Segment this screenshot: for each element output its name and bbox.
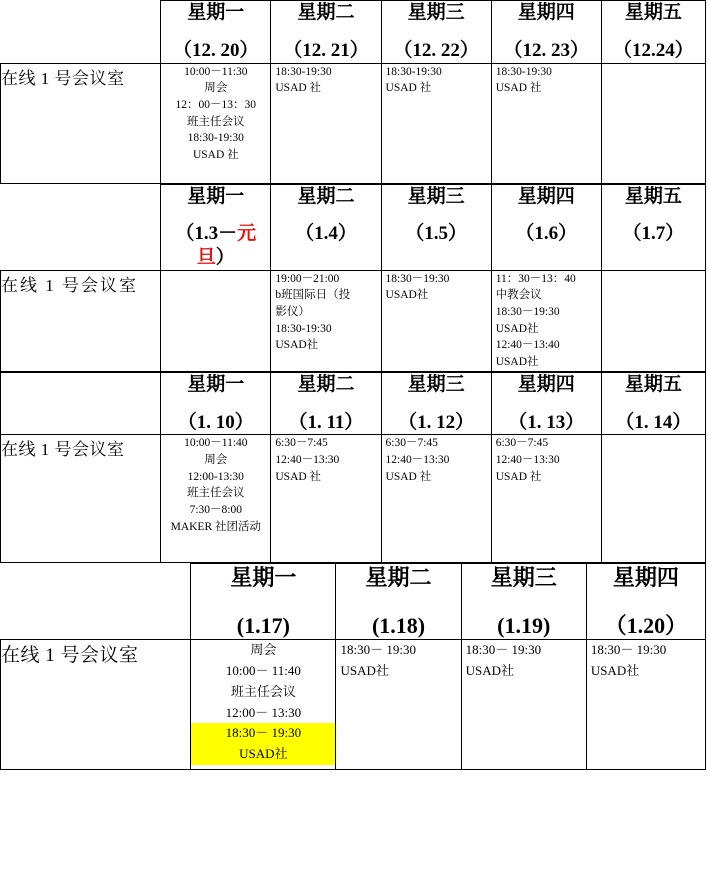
event-cell-wed: 18:30-19:30 USAD 社 [381,63,491,183]
event-cell-thu: 18:30－ 19:30 USAD社 [586,640,705,770]
event-cell-wed: 18:30－19:30 USAD社 [381,270,491,371]
room-label: 在线 1 号会议室 [1,640,191,770]
event-cell-tue: 18:30－ 19:30 USAD社 [336,640,461,770]
week-table-jan3 [0,184,706,372]
day-header-thu: 星期四 （1.6） [491,184,601,270]
event-cell-tue: 6:30－7:45 12:40－13:30 USAD 社 [271,435,381,563]
event-cell-fri [601,63,705,183]
corner-cell [1,1,161,64]
event-cell-tue: 19:00－21:00 b班国际日（投 影仪） 18:30-19:30 USAD社 [271,270,381,371]
highlighted-time: 18:30－ 19:30 [191,723,335,744]
table-row-header [1,372,706,435]
event-cell-thu: 11：30－13：40 中教会议 18:30－19:30 USAD社 12:40－13:40 USAD社 [491,270,601,371]
day-header-tue: 星期二 （1.4） [271,184,381,270]
table-row-header [1,1,706,64]
date-with-holiday: （1.3－元旦） [175,223,257,268]
day-header-thu: 星期四 （1.20） [586,564,705,640]
holiday-text: 元旦 [196,223,257,268]
day-header-mon: 星期一 （1.3－元旦） [161,184,271,270]
day-header-mon: 星期一 （1. 10） [161,372,271,435]
event-cell-thu: 6:30－7:45 12:40－13:30 USAD 社 [491,435,601,563]
event-cell-tue: 18:30-19:30 USAD 社 [271,63,381,183]
day-header-fri: 星期五 （1.7） [601,184,705,270]
corner-cell [1,564,191,640]
day-header-wed: 星期三 （1.5） [381,184,491,270]
corner-cell [1,184,161,270]
day-header-fri: 星期五 （1. 14） [601,372,705,435]
event-cell-wed: 18:30－ 19:30 USAD社 [461,640,586,770]
day-header-wed: 星期三 (1.19) [461,564,586,640]
week-table-jan17 [0,563,706,770]
day-header-tue: 星期二 （1. 11） [271,372,381,435]
corner-cell [1,372,161,435]
room-label: 在线 1 号会议室 [1,63,161,183]
day-header-fri: 星期五 （12.24） [601,1,705,64]
week-table-jan10 [0,372,706,564]
table-row-room [1,640,706,770]
highlighted-event: USAD社 [191,744,335,765]
event-cell-mon: 10:00－11:40 周会 12:00-13:30 班主任会议 7:30－8:00 MAKER 社团活动 [161,435,271,563]
day-header-tue: 星期二 (1.18) [336,564,461,640]
day-header-mon: 星期一 （12. 20） [161,1,271,64]
day-header-wed: 星期三 （1. 12） [381,372,491,435]
room-label: 在线 1 号会议室 [1,270,161,371]
event-cell-thu: 18:30-19:30 USAD 社 [491,63,601,183]
event-cell-mon: 10:00－11:30 周会 12：00－13：30 班主任会议 18:30-19:30 USAD 社 [161,63,271,183]
table-row-room [1,435,706,563]
week-table-dec20 [0,0,706,184]
event-cell-fri [601,270,705,371]
event-cell-wed: 6:30－7:45 12:40－13:30 USAD 社 [381,435,491,563]
day-header-thu: 星期四 （1. 13） [491,372,601,435]
day-header-thu: 星期四 （12. 23） [491,1,601,64]
day-header-wed: 星期三 （12. 22） [381,1,491,64]
table-row-room [1,270,706,371]
day-header-mon: 星期一 (1.17) [191,564,336,640]
event-cell-mon [161,270,271,371]
table-row-room [1,63,706,183]
day-header-tue: 星期二 （12. 21） [271,1,381,64]
table-row-header [1,184,706,270]
room-label: 在线 1 号会议室 [1,435,161,563]
event-cell-mon: 周会 10:00－ 11:40 班主任会议 12:00－ 13:30 18:30－ 19:30 USAD社 [191,640,336,770]
event-cell-fri [601,435,705,563]
table-row-header [1,564,706,640]
